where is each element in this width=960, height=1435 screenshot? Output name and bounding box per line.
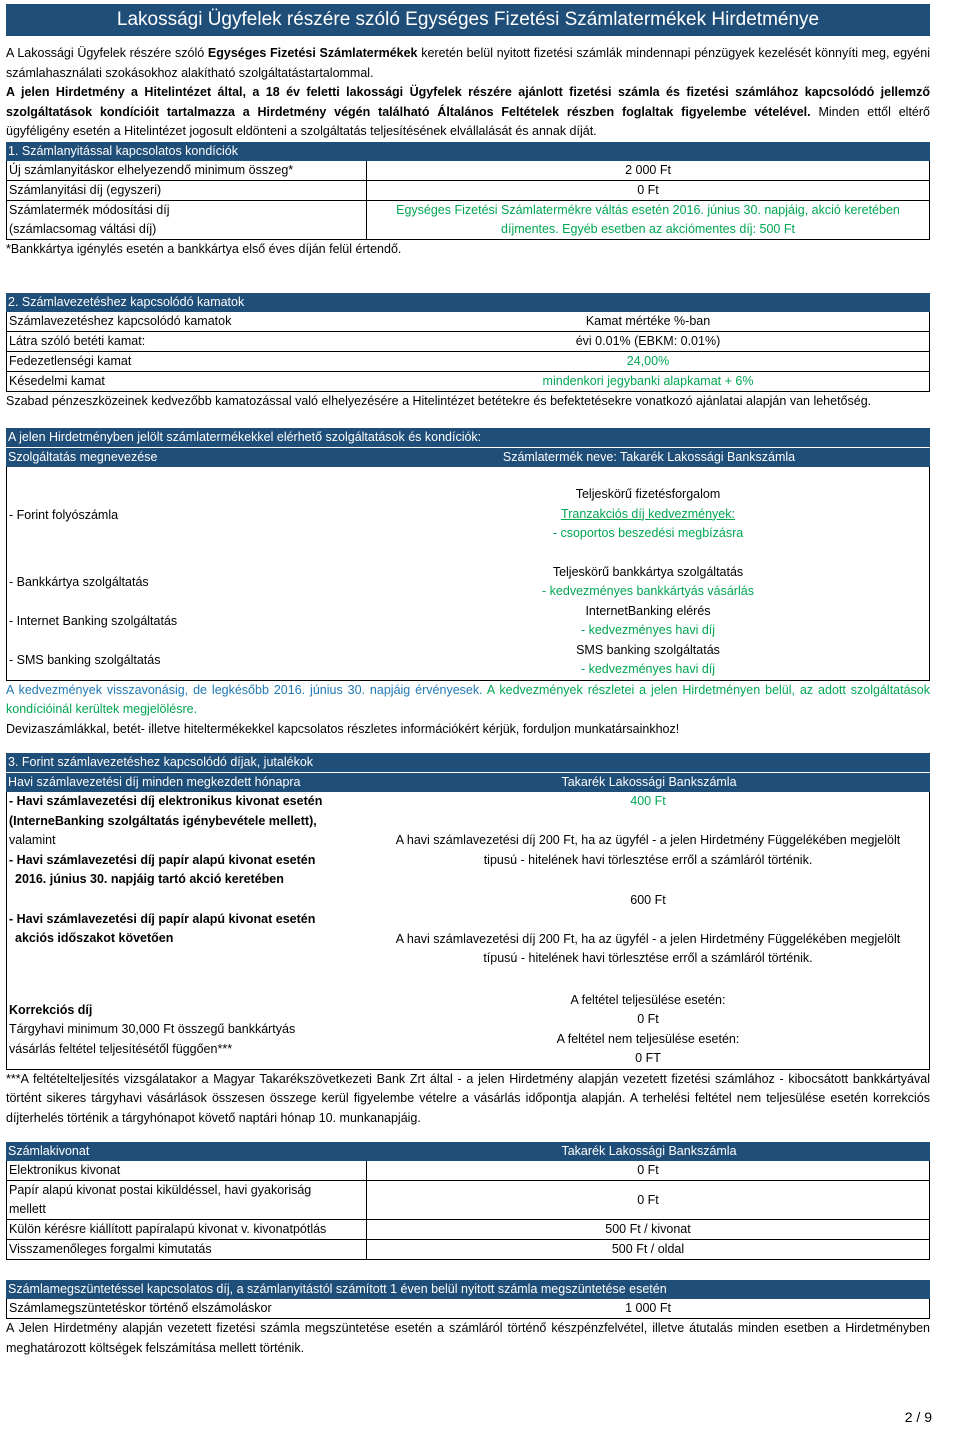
scope-text-rest: Minden ettől eltérő ügyféligény esetén a Hitelintézet jogosult eldönteni a szolgáltatás teljesítésének elvállalását és annak díját. xyxy=(6,104,930,138)
mod-value-line2: díjmentes. Egyéb esetben az akciómentes díj: 500 Ft xyxy=(501,221,795,236)
service-desc-line: - kedvezményes havi díj xyxy=(580,623,716,637)
table-row xyxy=(7,161,929,181)
row-label-line: mellett xyxy=(9,1202,46,1216)
row-value: 0 Ft xyxy=(637,1163,659,1177)
section1-header: 1. Számlanyitással kapcsolatos kondíciók xyxy=(6,142,930,161)
fee-a-line: valamint xyxy=(9,833,56,847)
section1-footnote: *Bankkártya igénylés esetén a bankkártya első éves díján felül értendő. xyxy=(6,241,402,256)
table-row xyxy=(7,372,929,391)
table-row xyxy=(7,1161,929,1181)
section1-table xyxy=(6,161,930,240)
service-item-internet xyxy=(7,602,929,641)
section3-table xyxy=(6,792,930,1070)
correction-label xyxy=(7,991,367,1069)
row-label: Késedelmi kamat xyxy=(9,374,105,388)
correction-line: vásárlás feltétel teljesítésétől függően*** xyxy=(9,1041,233,1056)
fee-b-label xyxy=(7,891,367,969)
fee-a-line: - Havi számlavezetési díj elektronikus kivonat esetén xyxy=(9,794,323,808)
row-label xyxy=(7,1181,367,1219)
row-value: 1 000 Ft xyxy=(625,1301,671,1315)
service-desc xyxy=(367,602,929,641)
services-note-b: A kedvezmények részletei a jelen Hirdetményen belül, az adott szolgáltatások kondícióinál kerültek megjelölésre. xyxy=(6,682,930,716)
row-value: mindenkori jegybanki alapkamat + 6% xyxy=(542,374,754,388)
table-row xyxy=(7,1181,929,1220)
fee-a-line: (InterneBanking szolgáltatás igénybevétele mellett), xyxy=(9,813,317,828)
statement-col-left: Számlakivonat xyxy=(8,1144,90,1158)
statement-table xyxy=(6,1161,930,1260)
fee-a-label xyxy=(7,792,367,890)
service-name: - Bankkártya szolgáltatás xyxy=(9,575,149,589)
table-row xyxy=(7,181,929,201)
service-desc xyxy=(367,641,929,680)
correction-line: Tárgyhavi minimum 30,000 Ft összegű bankkártyás xyxy=(9,1022,296,1036)
row-value: 2 000 Ft xyxy=(625,162,671,177)
closing-header: Számlamegszüntetéssel kapcsolatos díj, a számlanyitástól számított 1 éven belül nyitott számla megszüntetése esetén xyxy=(6,1280,930,1299)
row-label: Külön kérésre kiállított papíralapú kivonat v. kivonatpótlás xyxy=(7,1220,367,1239)
services-table xyxy=(6,467,930,681)
correction-line: 0 FT xyxy=(635,1051,661,1065)
mod-label-line2: (számlacsomag váltási díj) xyxy=(9,221,157,236)
services-col-right: Számlatermék neve: Takarék Lakossági Bankszámla xyxy=(502,449,796,464)
table-row xyxy=(7,1299,929,1318)
fee-block-a xyxy=(7,792,929,890)
col-header-left: Számlavezetéshez kapcsolódó kamatok xyxy=(9,314,232,328)
correction-fee xyxy=(7,991,929,1069)
section3-col-left: Havi számlavezetési díj minden megkezdett hónapra xyxy=(8,775,301,789)
services-col-header xyxy=(6,448,930,467)
service-desc-line: - csoportos beszedési megbízásra xyxy=(552,526,744,541)
section3-col-header xyxy=(6,773,930,792)
service-item-forint xyxy=(7,485,929,545)
service-desc-line: Tranzakciós díj kedvezmények: xyxy=(561,506,735,521)
service-desc-line: InternetBanking elérés xyxy=(585,603,711,618)
correction-line: 0 Ft xyxy=(637,1012,659,1026)
services-note xyxy=(6,681,930,720)
fee-a-price: 400 Ft xyxy=(630,794,666,808)
service-name: - Internet Banking szolgáltatás xyxy=(9,614,178,628)
fee-b-line: - Havi számlavezetési díj papír alapú kivonat esetén xyxy=(9,911,316,926)
section3-header: 3. Forint számlavezetéshez kapcsolódó díjak, jutalékok xyxy=(6,753,930,772)
section3-col-right: Takarék Lakossági Bankszámla xyxy=(561,775,737,789)
intro-text-b: Egységes Fizetési Számlatermékek xyxy=(207,46,418,60)
fee-b-note: A havi számlavezetési díj 200 Ft, ha az ügyfél - a jelen Hirdetmény Függelékében megjelölt xyxy=(395,931,901,946)
row-value: 0 Ft xyxy=(637,182,659,197)
row-value: 500 Ft / oldal xyxy=(611,1242,685,1256)
fee-block-b xyxy=(7,891,929,969)
fee-a-value xyxy=(367,792,929,890)
table-row xyxy=(7,201,929,239)
correction-line: A feltétel nem teljesülése esetén: xyxy=(556,1031,740,1046)
row-value: 0 Ft xyxy=(637,1192,659,1207)
row-value xyxy=(367,201,929,239)
fee-b-value xyxy=(367,891,929,969)
service-name: - SMS banking szolgáltatás xyxy=(9,653,161,667)
section2-note: Szabad pénzeszközeinek kedvezőbb kamatozással való elhelyezésére a Hitelintézet betétekre és befektetésekre vonatkozó ajánlatai alapján van lehetőség. xyxy=(6,394,872,408)
service-name: - Forint folyószámla xyxy=(9,507,119,522)
fee-b-note: típusú - hitelének havi törlesztése erről a számláról történik. xyxy=(483,951,813,965)
service-desc-line: Teljeskörű bankkártya szolgáltatás xyxy=(552,564,744,579)
row-value: 24,00% xyxy=(626,354,670,368)
service-desc xyxy=(367,485,929,544)
section2-table xyxy=(6,312,930,392)
correction-title: Korrekciós díj xyxy=(9,1002,93,1017)
fee-a-line: - Havi számlavezetési díj papír alapú kivonat esetén xyxy=(9,852,316,867)
intro-text-a: A Lakossági Ügyfelek részére szóló xyxy=(6,46,208,60)
closing-table xyxy=(6,1299,930,1319)
correction-line: A feltétel teljesülése esetén: xyxy=(570,992,726,1007)
service-desc-line: Teljeskörű fizetésforgalom xyxy=(575,487,721,502)
row-label: Visszamenőleges forgalmi kimutatás xyxy=(7,1240,367,1259)
fee-b-line: akciós időszakot követően xyxy=(15,931,174,945)
scope-paragraph xyxy=(6,83,930,142)
row-value: évi 0.01% (EBKM: 0.01%) xyxy=(575,334,721,348)
row-value: 500 Ft / kivonat xyxy=(605,1222,691,1236)
fee-b-price: 600 Ft xyxy=(630,892,666,907)
services-header: A jelen Hirdetményben jelölt számlatermékekkel elérhető szolgáltatások és kondíciók: xyxy=(6,428,930,447)
section2-header: 2. Számlavezetéshez kapcsolódó kamatok xyxy=(6,293,930,312)
section3-footnote: ***A feltételteljesítés vizsgálatakor a Magyar Takarékszövetkezeti Bank Zrt által - a jelen Hirdetmény alapján vezetett fizetési számlához - kibocsátott bankkártyával történt sikeres tárgyhavi vásárlások összesen összege kerül figyelembe vételre a vásárlás időpontja alapján. A terhelési feltétel nem teljesülése esetén korrekciós díjterhelés történik a tárgyhónapot követő naptári hónap 10. munkanapjáig. xyxy=(6,1071,930,1125)
row-label xyxy=(7,201,367,239)
page-number: 2 / 9 xyxy=(904,1409,932,1425)
row-label: Számlanyitási díj (egyszeri) xyxy=(7,181,367,200)
fee-a-note: tipusú - hitelének havi törlesztése erről a számláról történik. xyxy=(483,852,813,867)
correction-value xyxy=(367,991,929,1069)
row-label-line: Papír alapú kivonat postai kiküldéssel, havi gyakoriság xyxy=(9,1183,312,1197)
table-row xyxy=(7,1240,929,1259)
services-col-left: Szolgáltatás megnevezése xyxy=(8,449,158,464)
row-label: Elektronikus kivonat xyxy=(7,1161,367,1180)
service-item-card xyxy=(7,563,929,602)
row-label: Számlamegszüntetéskor történő elszámoláskor xyxy=(9,1301,272,1315)
table-row xyxy=(7,332,929,352)
statement-header xyxy=(6,1142,930,1161)
table-row xyxy=(7,1220,929,1240)
mod-label-line1: Számlatermék módosítási díj xyxy=(9,202,170,217)
service-desc-line: SMS banking szolgáltatás xyxy=(576,642,720,657)
service-desc xyxy=(367,563,929,602)
closing-note: A Jelen Hirdetmény alapján vezetett fizetési számla megszüntetése esetén a számláról történő készpénzfelvétel, illetve átutalás minden esetben a Hirdetményben meghatározott költségek felszámítása mellett történik. xyxy=(6,1321,930,1355)
fee-a-line: 2016. június 30. napjáig tartó akció keretében xyxy=(15,872,284,886)
row-label: Látra szóló betéti kamat: xyxy=(9,334,146,348)
service-desc-line: - kedvezményes bankkártyás vásárlás xyxy=(542,584,754,598)
services-note2: Devizaszámlákkal, betét- illetve hiteltermékekkel kapcsolatos részletes információkért kérjük, forduljon munkatársainkhoz! xyxy=(6,721,680,736)
service-item-sms xyxy=(7,641,929,680)
services-note-a: A kedvezmények visszavonásig, de legkésőbb 2016. június 30. napjáig érvényesek. xyxy=(6,682,483,697)
fee-a-note: A havi számlavezetési díj 200 Ft, ha az ügyfél - a jelen Hirdetmény Függelékében megjelölt xyxy=(395,833,901,847)
intro-text-c: keretén belül nyitott fizetési számlák mindennapi pénzügyek kezelését könnyíti meg, egyéni számlahasználati szokásokhoz alakítható szolgáltatástartalommal. xyxy=(6,46,930,80)
page-title: Lakossági Ügyfelek részére szóló Egységes Fizetési Számlatermékek Hirdetménye xyxy=(6,4,930,36)
intro-paragraph xyxy=(6,44,930,83)
row-label: Új számlanyitáskor elhelyezendő minimum összeg* xyxy=(7,161,367,180)
scope-text-bold: A jelen Hirdetmény a Hitelintézet által, a 18 év feletti lakossági Ügyfelek részére ajánlott fizetési számla és fizetési számlához kapcsolódó jellemző szolgáltatások kondícióit tartalmazza a Hirdetmény végén található Általános Feltételek részben foglaltak figyelembe vételével. xyxy=(6,85,930,119)
mod-value-line1: Egységes Fizetési Számlatermékre váltás esetén 2016. június 30. napjáig, akció keretében xyxy=(396,202,900,217)
statement-col-right: Takarék Lakossági Bankszámla xyxy=(561,1144,737,1158)
document-body xyxy=(6,44,930,1358)
table-row xyxy=(7,352,929,372)
table-header-row xyxy=(7,312,929,332)
row-label: Fedezetlenségi kamat xyxy=(9,354,132,368)
service-desc-line: - kedvezményes havi díj xyxy=(580,662,716,676)
col-header-right: Kamat mértéke %-ban xyxy=(585,314,711,328)
